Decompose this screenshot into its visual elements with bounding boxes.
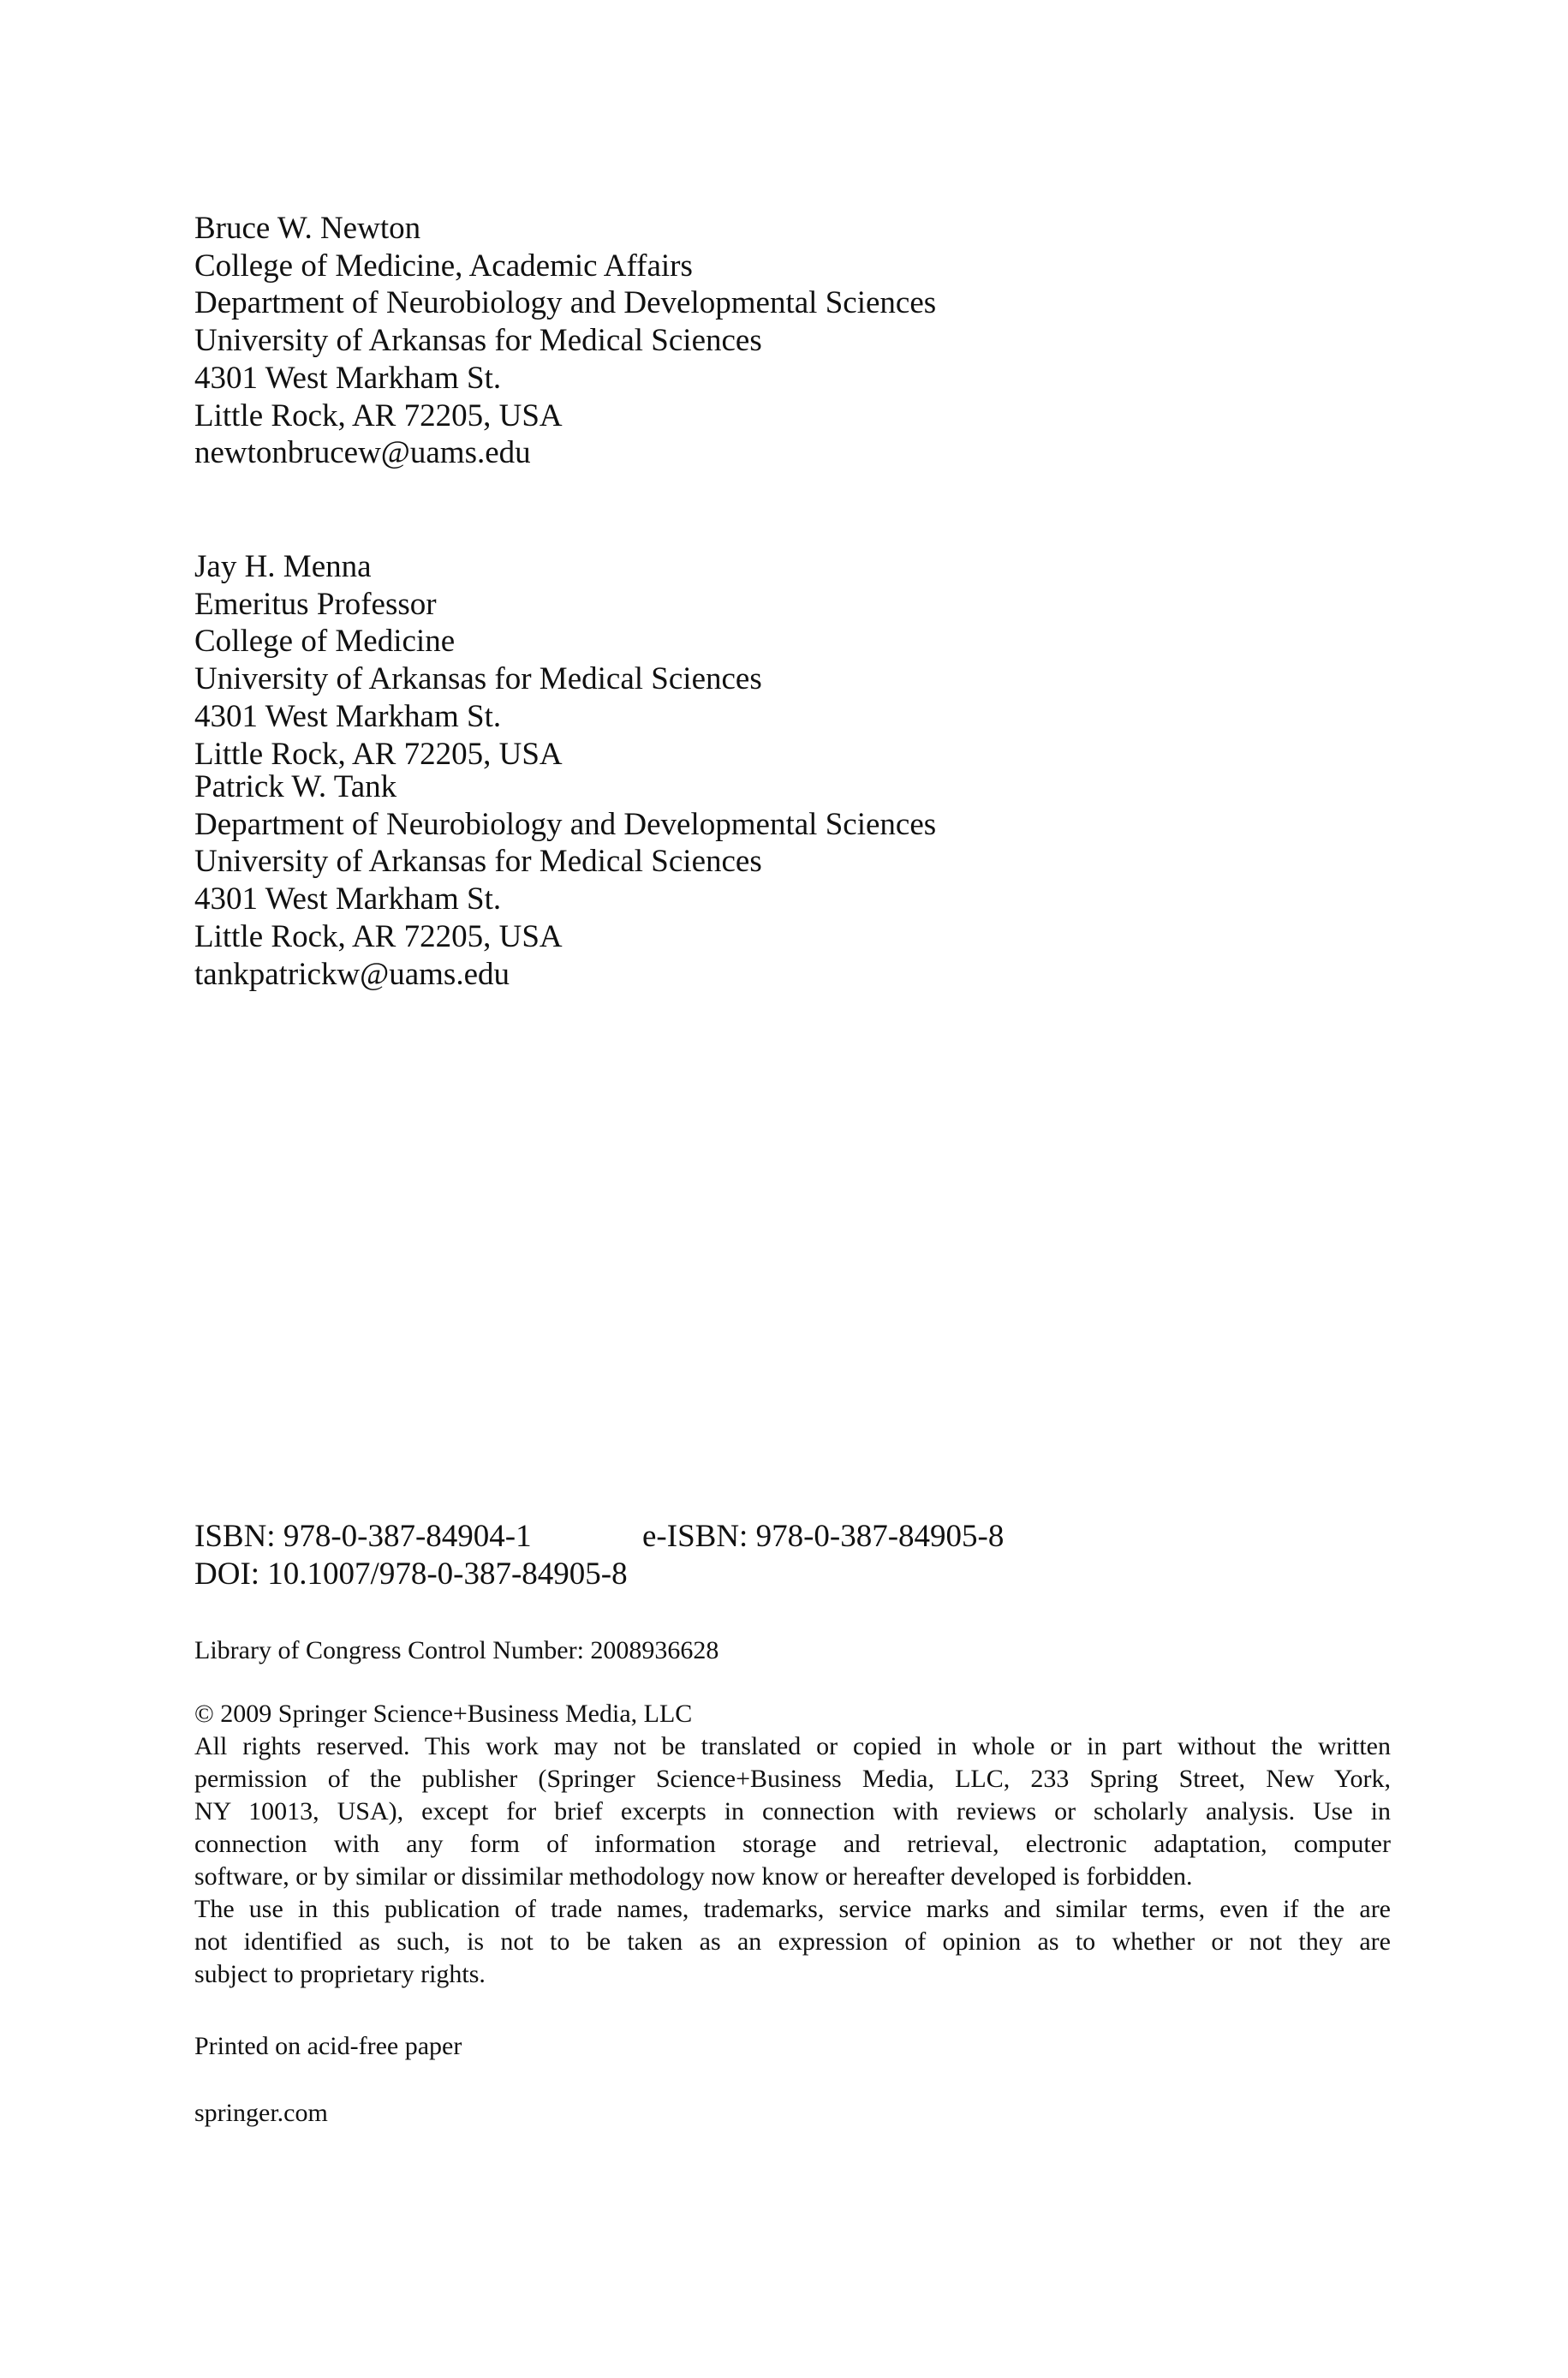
trademark-line: subject to proprietary rights. xyxy=(194,1960,486,1988)
author-address-block xyxy=(194,768,936,993)
address-line: College of Medicine, Academic Affairs xyxy=(194,248,693,284)
author-name: Patrick W. Tank xyxy=(194,769,397,804)
rights-line: connection with any form of information storage and retrieval, electronic adaptation, computer xyxy=(194,1830,1391,1858)
identifiers-block xyxy=(194,1518,1004,1593)
trademark-line: The use in this publication of trade names, trademarks, service marks and similar terms, even if the are xyxy=(194,1895,1391,1923)
author-name: Jay H. Menna xyxy=(194,549,372,584)
doi: DOI: 10.1007/978-0-387-84905-8 xyxy=(194,1556,628,1592)
author-email: newtonbrucew@uams.edu xyxy=(194,435,531,471)
author-address-block xyxy=(194,548,762,773)
address-line: 4301 West Markham St. xyxy=(194,698,502,734)
address-line: Little Rock, AR 72205, USA xyxy=(194,397,563,433)
publisher-website: springer.com xyxy=(194,2099,328,2127)
address-line: 4301 West Markham St. xyxy=(194,360,502,396)
author-name: Bruce W. Newton xyxy=(194,211,421,246)
address-line: Department of Neurobiology and Developmental Sciences xyxy=(194,285,937,321)
address-line: College of Medicine xyxy=(194,624,456,660)
address-line: University of Arkansas for Medical Sciences xyxy=(194,661,762,697)
address-line: Department of Neurobiology and Developmental Sciences xyxy=(194,806,937,842)
address-line: University of Arkansas for Medical Sciences xyxy=(194,844,762,880)
eisbn: e-ISBN: 978-0-387-84905-8 xyxy=(642,1519,1005,1554)
library-of-congress-number: Library of Congress Control Number: 2008936628 xyxy=(194,1636,719,1664)
isbn-row xyxy=(194,1518,1004,1556)
address-line: University of Arkansas for Medical Sciences xyxy=(194,323,762,359)
rights-line: permission of the publisher (Springer Science+Business Media, LLC, 233 Spring Street, New York, xyxy=(194,1765,1391,1793)
address-line: Little Rock, AR 72205, USA xyxy=(194,918,563,954)
author-email: tankpatrickw@uams.edu xyxy=(194,956,510,992)
trademark-line: not identified as such, is not to be taken as an expression of opinion as to whether or not they are xyxy=(194,1927,1391,1956)
rights-line: NY 10013, USA), except for brief excerpts in connection with reviews or scholarly analysis. Use in xyxy=(194,1797,1391,1825)
copyright-notice xyxy=(194,1698,1391,1991)
address-line: Little Rock, AR 72205, USA xyxy=(194,736,563,772)
address-line: Emeritus Professor xyxy=(194,586,437,622)
copyright-line: © 2009 Springer Science+Business Media, LLC xyxy=(194,1700,693,1728)
address-line: 4301 West Markham St. xyxy=(194,881,502,917)
rights-line: software, or by similar or dissimilar methodology now know or hereafter developed is forbidden. xyxy=(194,1862,1193,1891)
isbn: ISBN: 978-0-387-84904-1 xyxy=(194,1519,532,1554)
printed-note: Printed on acid-free paper xyxy=(194,2032,462,2060)
rights-line: All rights reserved. This work may not be translated or copied in whole or in part without the written xyxy=(194,1732,1391,1760)
author-address-block xyxy=(194,210,936,472)
